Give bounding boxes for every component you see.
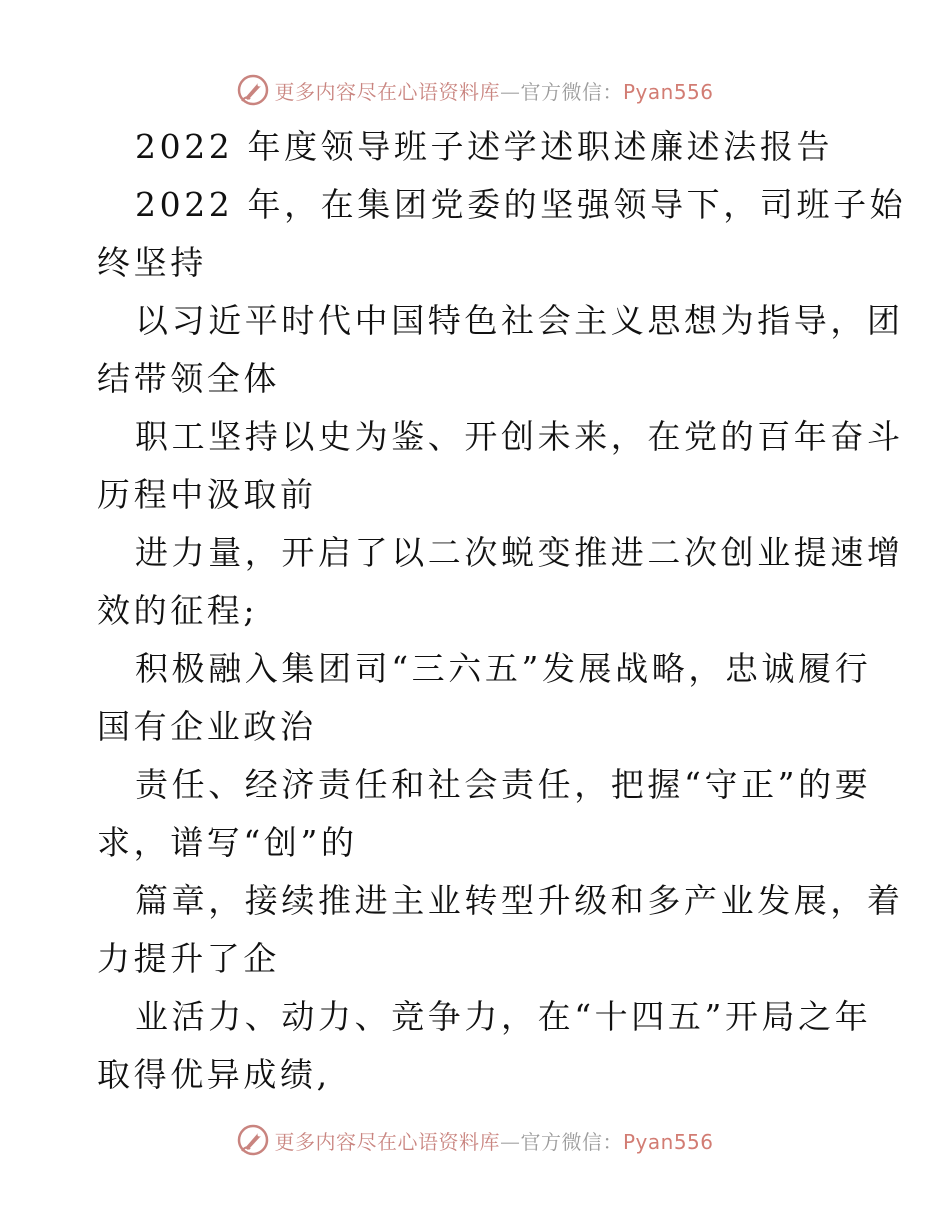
paragraph-line: 职工坚持以史为鉴、开创未来，在党的百年奋斗 (135, 417, 904, 456)
footer-watermark (0, 1118, 950, 1162)
paragraph-line: 积极融入集团司“三六五”发展战略，忠诚履行 (135, 649, 872, 688)
watermark-label: 官方微信： (520, 1129, 623, 1154)
watermark-dash: — (499, 1129, 521, 1154)
paragraph-line: 效的征程; (97, 591, 259, 630)
watermark-account: Pyan556 (622, 79, 714, 104)
watermark-site-text: 更多内容尽在心语资料库 (274, 79, 500, 104)
document-body (97, 118, 907, 1104)
header-watermark (0, 68, 950, 112)
paragraph-line: 责任、经济责任和社会责任，把握“守正”的要 (135, 765, 872, 804)
paragraph-line: 取得优异成绩, (97, 1055, 331, 1094)
watermark-text (274, 76, 713, 105)
paragraph-line: 进力量，开启了以二次蜕变推进二次创业提速增 (135, 533, 904, 572)
paragraph-line: 力提升了企 (97, 939, 280, 978)
paragraph-line: 求，谱写“创”的 (97, 823, 358, 862)
paragraph-line: 终坚持 (97, 243, 207, 282)
paragraph-line: 以习近平时代中国特色社会主义思想为指导，团 (135, 301, 904, 340)
paragraph-line: 2022 年，在集团党委的坚强领导下，司班子始 (135, 185, 907, 224)
paragraph-line: 业活力、动力、竞争力，在“十四五”开局之年 (135, 997, 872, 1036)
paragraph-line: 国有企业政治 (97, 707, 317, 746)
watermark-dash: — (499, 79, 521, 104)
pen-nib-logo-icon (236, 73, 270, 107)
pen-nib-logo-icon (236, 1123, 270, 1157)
document-title-line: 2022 年度领导班子述学述职述廉述法报告 (135, 127, 834, 166)
paragraph-line: 历程中汲取前 (97, 475, 317, 514)
watermark-text (274, 1126, 713, 1155)
paragraph-line: 篇章，接续推进主业转型升级和多产业发展，着 (135, 881, 904, 920)
watermark-site-text: 更多内容尽在心语资料库 (274, 1129, 500, 1154)
watermark-label: 官方微信： (520, 79, 623, 104)
paragraph-line: 结带领全体 (97, 359, 280, 398)
watermark-account: Pyan556 (622, 1129, 714, 1154)
